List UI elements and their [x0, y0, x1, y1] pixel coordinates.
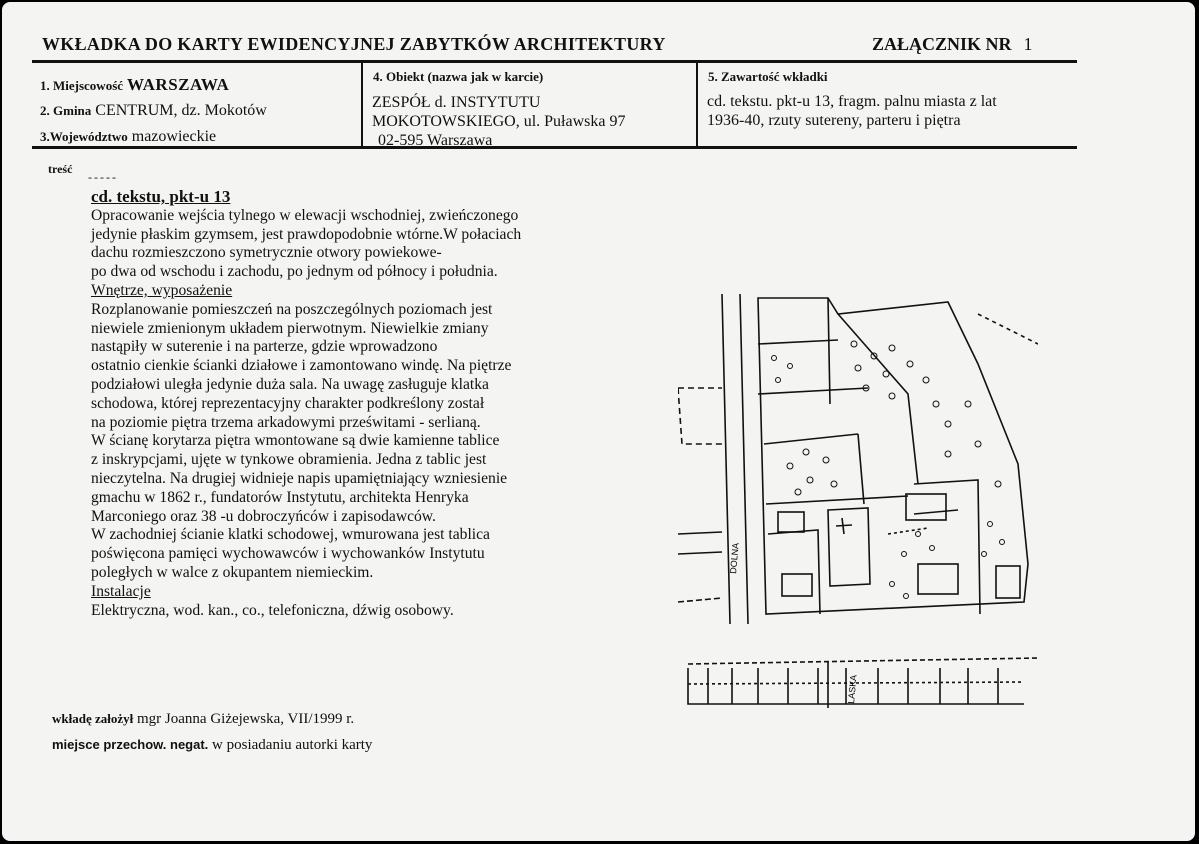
footer-author	[52, 711, 354, 728]
tresc-dashes: -----	[88, 170, 118, 184]
gmina-value: CENTRUM, dz. Mokotów	[95, 102, 267, 119]
text-line: z inskrypcjami, ujęte w tynkowe obramienia. Jedna z tablic jest	[91, 451, 487, 469]
przechow-label: miejsce przechow. negat.	[52, 737, 209, 752]
obiekt-line-3: 02-595 Warszawa	[378, 132, 493, 149]
text-line: niewiele zmienionym układem pierwotnym. Niewielkie zmiany	[91, 319, 489, 337]
text-line: Rozplanowanie pomieszczeń na poszczególnych poziomach jest	[91, 300, 493, 318]
miejscowosc-label: 1. Miejscowość	[40, 78, 124, 93]
card-title: WKŁADKA DO KARTY EWIDENCYJNEJ ZABYTKÓW ARCHITEKTURY	[42, 34, 666, 54]
wojewodztwo-label: 3.Województwo	[40, 129, 128, 144]
gmina-label: 2. Gmina	[40, 103, 92, 118]
section-wnetrze: Wnętrze, wyposażenie	[91, 281, 233, 299]
zawartosc-value	[707, 92, 997, 130]
site-plan-map	[678, 284, 1038, 714]
attachment-number	[872, 34, 1033, 55]
obiekt-label: 4. Obiekt (nazwa jak w karcie)	[373, 69, 544, 84]
obiekt-value	[372, 93, 625, 150]
divider-col-2	[696, 62, 698, 147]
obiekt-line-2: MOKOTOWSKIEGO, ul. Puławska 97	[372, 113, 626, 130]
text-line: ostatnio cienkie ścianki działowe i zamontowano windę. Na piętrze	[91, 357, 512, 375]
przechow-value: w posiadaniu autorki karty	[212, 737, 373, 753]
attachment-value: 1	[1023, 34, 1033, 54]
divider-top	[32, 60, 1077, 63]
description-text	[91, 188, 561, 620]
text-line: poświęcona pamięci wychowawców i wychowanków Instytutu	[91, 545, 485, 563]
text-line: nieczytelna. Na drugiej widnieje napis upamiętniający wzniesienie	[91, 469, 508, 487]
miejscowosc-value: WARSZAWA	[127, 75, 230, 94]
record-card	[2, 2, 1195, 841]
obiekt-line-1: ZESPÓŁ d. INSTYTUTU	[372, 94, 541, 111]
field-wojewodztwo	[40, 128, 216, 146]
text-line: poległych w walce z okupantem niemieckim.	[91, 563, 374, 581]
zalozyl-value: mgr Joanna Giżejewska, VII/1999 r.	[137, 711, 355, 727]
text-line: Opracowanie wejścia tylnego w elewacji wschodniej, zwieńczonego	[91, 206, 519, 224]
section-instalacje: Instalacje	[91, 582, 151, 600]
wojewodztwo-value: mazowieckie	[131, 128, 217, 145]
zawartosc-label: 5. Zawartość wkładki	[708, 69, 828, 84]
text-line: podziałowi uległa jedynie duża sala. Na uwagę zasługuje klatka	[91, 375, 489, 393]
section-heading: cd. tekstu, pkt-u 13	[91, 187, 231, 206]
field-miejscowosc	[40, 75, 229, 95]
tresc-label: treść	[48, 162, 73, 176]
zalozyl-label: wkładę założył	[52, 711, 134, 726]
text-line: jedynie płaskim gzymsem, jest prawdopodobnie wtórne.W połaciach	[91, 225, 522, 243]
street-label: DOLNA	[728, 542, 741, 575]
text-line: Elektryczna, wod. kan., co., telefoniczna, dźwig osobowy.	[91, 601, 454, 619]
text-line: nastąpiły w suterenie i na parterze, gdzie wprowadzono	[91, 338, 438, 356]
street-label: LASKA	[846, 674, 859, 705]
text-line: na poziomie piętra trzema arkadowymi prześwitami - serlianą.	[91, 413, 481, 431]
divider-col-1	[361, 62, 363, 147]
text-line: po dwa od wschodu i zachodu, po jednym od północy i południa.	[91, 263, 498, 281]
text-line: W ścianę korytarza piętra wmontowane są dwie kamienne tablice	[91, 432, 500, 450]
text-line: schodowa, której reprezentacyjny charakter podkreślony został	[91, 394, 485, 412]
attachment-label: ZAŁĄCZNIK NR	[872, 34, 1012, 54]
zawartosc-line-2: 1936-40, rzuty sutereny, parteru i piętra	[707, 112, 961, 129]
text-line: gmachu w 1862 r., fundatorów Instytutu, architekta Henryka	[91, 488, 469, 506]
text-line: W zachodniej ścianie klatki schodowej, wmurowana jest tablica	[91, 526, 490, 544]
text-line: Marconiego oraz 38 -u dobroczyńców i zapisodawców.	[91, 507, 436, 525]
footer-storage	[52, 737, 372, 754]
text-line: dachu rozmieszczono symetrycznie otwory powiekowe-	[91, 244, 442, 262]
field-gmina	[40, 102, 267, 120]
zawartosc-line-1: cd. tekstu. pkt-u 13, fragm. palnu miasta z lat	[707, 93, 997, 110]
